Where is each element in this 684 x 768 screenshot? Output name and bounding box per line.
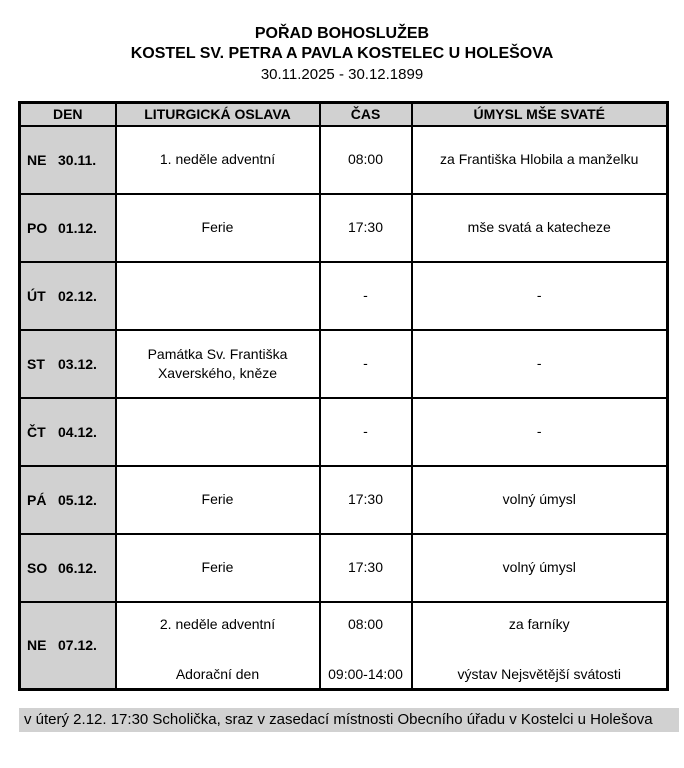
celebration-cell: [116, 262, 320, 330]
table-row: [20, 262, 668, 330]
time-cell: [320, 602, 412, 690]
table-row: [20, 602, 668, 690]
time-line-1: 08:00: [347, 615, 384, 632]
intention-cell: mše svatá a katecheze: [412, 194, 668, 262]
table-row: [20, 126, 668, 194]
time-cell: 08:00: [320, 126, 412, 194]
day-abbr: SO: [27, 559, 48, 576]
day-cell: [20, 262, 116, 330]
day-date: 04.12.: [58, 423, 97, 440]
day-abbr: ST: [27, 355, 45, 372]
day-cell: [20, 194, 116, 262]
intention-cell: -: [412, 330, 668, 398]
intention-line-2: výstav Nejsvětější svátosti: [457, 665, 621, 682]
date-range: 30.11.2025 - 30.12.1899: [260, 66, 424, 83]
celebration-cell: Ferie: [116, 534, 320, 602]
day-cell: [20, 330, 116, 398]
table-row: [20, 534, 668, 602]
day-date: 01.12.: [58, 219, 97, 236]
day-abbr: PÁ: [27, 491, 47, 508]
time-cell: -: [320, 330, 412, 398]
footer-note: v úterý 2.12. 17:30 Scholička, sraz v zasedací místnosti Obecního úřadu v Kostelci u Holešova: [19, 708, 679, 732]
celebration-cell: [116, 602, 320, 690]
intention-cell: volný úmysl: [412, 466, 668, 534]
time-cell: 17:30: [320, 466, 412, 534]
table-row: [20, 330, 668, 398]
intention-cell: za Františka Hlobila a manželku: [412, 126, 668, 194]
day-date: 07.12.: [58, 637, 97, 654]
column-header-den: DEN: [20, 103, 116, 126]
day-cell: [20, 398, 116, 466]
day-abbr: ÚT: [27, 287, 46, 304]
day-cell: [20, 126, 116, 194]
title-block: [0, 0, 684, 86]
time-cell: 17:30: [320, 194, 412, 262]
time-line-2: 09:00-14:00: [328, 665, 403, 682]
day-date: 05.12.: [58, 491, 97, 508]
column-header-liturgicka-oslava: LITURGICKÁ OSLAVA: [116, 103, 320, 126]
celebration-cell: 1. neděle adventní: [116, 126, 320, 194]
intention-cell: -: [412, 398, 668, 466]
celebration-line-1: 2. neděle adventní: [159, 615, 276, 632]
celebration-cell: Ferie: [116, 194, 320, 262]
celebration-cell: [116, 398, 320, 466]
column-header-cas: ČAS: [320, 103, 412, 126]
table-row: [20, 194, 668, 262]
table-row: [20, 398, 668, 466]
schedule-table: [18, 101, 669, 691]
day-date: 06.12.: [58, 559, 97, 576]
intention-cell: [412, 602, 668, 690]
day-abbr: PO: [27, 219, 48, 236]
column-header-umysl-mse-svate: ÚMYSL MŠE SVATÉ: [412, 103, 668, 126]
celebration-cell: Památka Sv. Františka Xaverského, kněze: [116, 330, 320, 398]
celebration-cell: Ferie: [116, 466, 320, 534]
page-subtitle: KOSTEL SV. PETRA A PAVLA KOSTELEC U HOLEŠOVA: [130, 45, 554, 62]
day-date: 02.12.: [58, 287, 97, 304]
day-abbr: ČT: [27, 423, 46, 440]
day-date: 03.12.: [58, 355, 97, 372]
day-date: 30.11.: [58, 151, 97, 168]
table-row: [20, 466, 668, 534]
time-cell: -: [320, 262, 412, 330]
intention-line-1: za farníky: [508, 615, 570, 632]
intention-cell: -: [412, 262, 668, 330]
day-cell: [20, 602, 116, 690]
time-cell: -: [320, 398, 412, 466]
day-cell: [20, 466, 116, 534]
table-header-row: [20, 103, 668, 126]
day-cell: [20, 534, 116, 602]
celebration-line-2: Adorační den: [175, 665, 260, 682]
time-cell: 17:30: [320, 534, 412, 602]
day-abbr: NE: [27, 637, 47, 654]
page-title: POŘAD BOHOSLUŽEB: [254, 25, 430, 42]
day-abbr: NE: [27, 151, 47, 168]
intention-cell: volný úmysl: [412, 534, 668, 602]
